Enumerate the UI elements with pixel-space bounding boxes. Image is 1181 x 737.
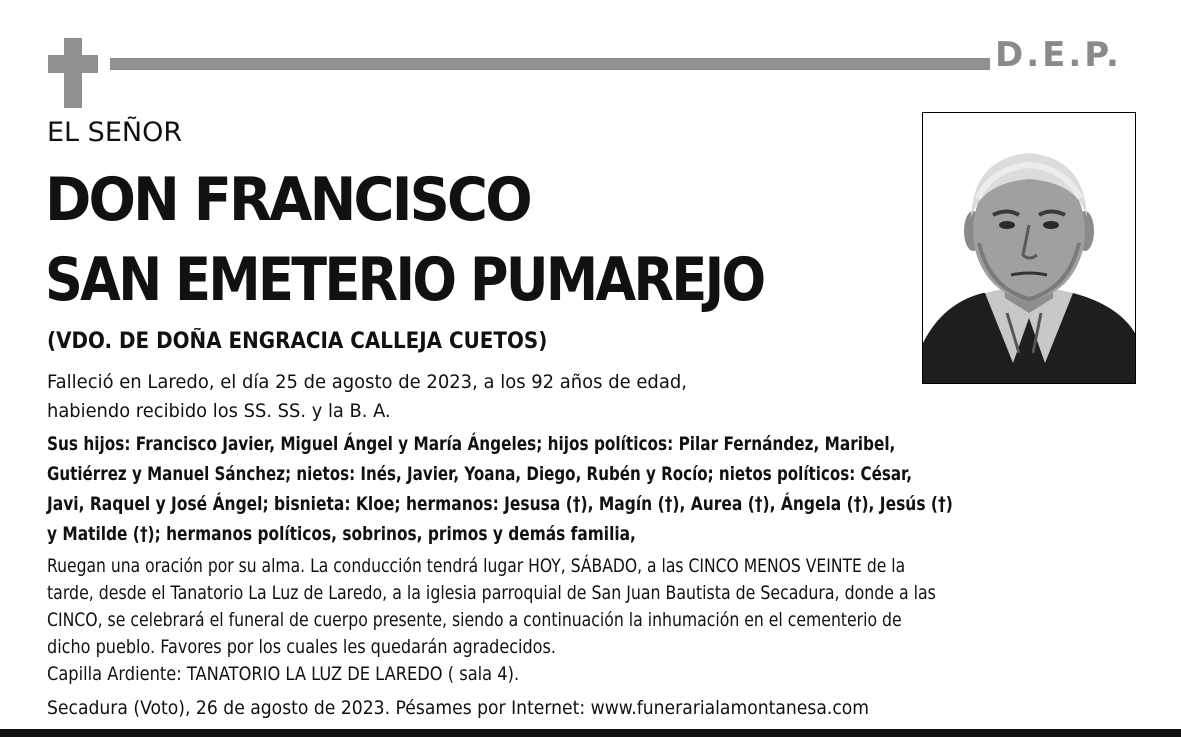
intro-label: EL SEÑOR: [47, 117, 183, 148]
widowed-note: (VDO. DE DOÑA ENGRACIA CALLEJA CUETOS): [47, 329, 548, 354]
family-line-2: Gutiérrez y Manuel Sánchez; nietos: Inés, Javier, Yoana, Diego, Rubén y Rocío; nietos políticos: César,: [47, 463, 913, 485]
portrait-photo: [922, 112, 1136, 384]
service-line-3: CINCO, se celebrará el funeral de cuerpo presente, siendo a continuación la inhumación en el cementerio de: [47, 609, 902, 631]
cross-icon: [64, 38, 82, 108]
chapel-line: Capilla Ardiente: TANATORIO LA LUZ DE LAREDO ( sala 4).: [47, 663, 520, 685]
portrait-image: [923, 113, 1135, 383]
service-line-1: Ruegan una oración por su alma. La conducción tendrá lugar HOY, SÁBADO, a las CINCO MENOS VEINTE de la: [47, 555, 906, 577]
family-line-4: y Matilde (†); hermanos políticos, sobrinos, primos y demás familia,: [47, 523, 636, 545]
death-line-1: Falleció en Laredo, el día 25 de agosto de 2023, a los 92 años de edad,: [47, 371, 687, 393]
death-line-2: habiendo recibido los SS. SS. y la B. A.: [47, 400, 391, 422]
dep-label: D.E.P.: [995, 35, 1122, 75]
family-line-3: Javi, Raquel y José Ángel; bisnieta: Kloe; hermanos: Jesusa (†), Magín (†), Aurea (†), Ángela (†), Jesús (†): [47, 493, 953, 515]
family-line-1: Sus hijos: Francisco Javier, Miguel Ángel y María Ángeles; hijos políticos: Pilar Fernández, Maribel,: [47, 433, 896, 455]
deceased-name-line-2: SAN EMETERIO PUMAREJO: [45, 245, 764, 315]
bottom-rule: [0, 729, 1181, 737]
service-line-2: tarde, desde el Tanatorio La Luz de Laredo, a la iglesia parroquial de San Juan Bautista de Secadura, donde a las: [47, 582, 936, 604]
footer-line: Secadura (Voto), 26 de agosto de 2023. Pésames por Internet: www.funerarialamontanesa.com: [47, 697, 870, 719]
deceased-name-line-1: DON FRANCISCO: [45, 165, 530, 235]
service-line-4: dicho pueblo. Favores por los cuales les quedarán agradecidos.: [47, 636, 556, 658]
header-rule: [110, 58, 990, 70]
cross-icon-bar: [48, 55, 98, 73]
